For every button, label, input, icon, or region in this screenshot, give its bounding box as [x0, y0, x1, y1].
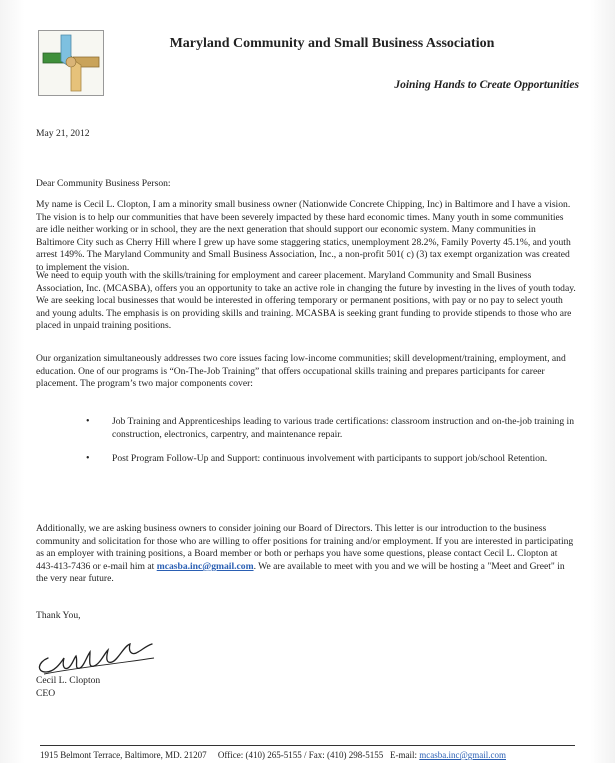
footer-email-link[interactable]: mcasba.inc@gmail.com: [419, 750, 506, 760]
list-item: [80, 416, 580, 441]
signer-name: Cecil L. Clopton: [36, 675, 101, 686]
program-components-list: [80, 416, 580, 478]
footer: [40, 750, 600, 761]
footer-divider: [40, 745, 575, 746]
email-link[interactable]: mcasba.inc@gmail.com: [156, 560, 254, 572]
tagline: Joining Hands to Create Opportunities: [394, 79, 579, 91]
organization-name: Maryland Community and Small Business Association: [169, 36, 495, 51]
list-item-text: Job Training and Apprenticeships leading to various trade certifications: classroom instruction and on-the-job training in construction, electronics, carpentry, and maintenance repair.: [112, 416, 575, 440]
letter-date: May 21, 2012: [36, 128, 90, 139]
joined-hands-logo: [38, 30, 104, 96]
contact-text: Additionally, we are asking business owners to consider joining our Board of Directors. This letter is our introduction to the business community and solicitation for those who are willing to offer positions for training and/or employment. If you are interested in participating as an employer with training positions, a Board member or both or perhaps you have some questions, please contact Cecil L. Clopton at 443-413-7436 or e-mail him at: [36, 523, 574, 572]
signer-title: CEO: [36, 688, 56, 699]
salutation: Dear Community Business Person:: [36, 178, 171, 189]
list-item-text: Post Program Follow-Up and Support: continuous involvement with participants to support job/school Retention.: [112, 453, 548, 465]
footer-phone-fax: Office: (410) 265-5155 / Fax: (410) 298-5155: [217, 750, 384, 760]
closing: Thank You,: [36, 610, 81, 621]
signature: [34, 628, 174, 678]
footer-address: 1915 Belmont Terrace, Baltimore, MD. 21207: [40, 750, 207, 760]
contact-text-end: . We are available to meet with you and we will be hosting a "Meet and Greet" in the very near future.: [36, 560, 565, 585]
bullet-icon: •: [86, 416, 90, 427]
list-item: [80, 453, 580, 466]
paragraph-programs: Our organization simultaneously addresses two core issues facing low-income communities; skill development/training, employment, and education. One of our programs is “On-The-Job Training” that offers occupational skills training and prepares participants for career placement. The program’s two major components cover:: [36, 353, 566, 390]
bullet-icon: •: [86, 453, 90, 465]
paragraph-mission: We need to equip youth with the skills/training for employment and career placement. Maryland Community and Small Business Association, Inc. (MCASBA), offers you an opportunity to take an active role in changing the future by investing in the lives of youth today. We are seeking local businesses that would be interested in offering temporary or permanent positions, with pay or no pay to select youth and young adults. The emphasis is on providing skills and training. MCASBA is seeking grant funding to provide stipends to those who are placed in unpaid training positions.: [36, 270, 576, 332]
footer-email-label: E-mail:: [389, 750, 417, 760]
paragraph-contact: [36, 523, 576, 586]
paragraph-intro: My name is Cecil L. Clopton, I am a minority small business owner (Nationwide Concrete Chipping, Inc) in Baltimore and I have a vision. The vision is to help our communities that have been severely impacted by these hard economic times. Many youth in some communities are idle neither working or in school, they are the next generation that should support our economic system. Many communities in Baltimore City such as Cherry Hill where I grew up have some staggering statics, unemployment 28.2%, Family Poverty 45.1%, and youth arrest 149%. The Maryland Community and Small Business Association, Inc., a non-profit 501( c) (3) tax exempt organization was created to implement the vision.: [36, 199, 571, 273]
hands-icon: [39, 31, 103, 95]
